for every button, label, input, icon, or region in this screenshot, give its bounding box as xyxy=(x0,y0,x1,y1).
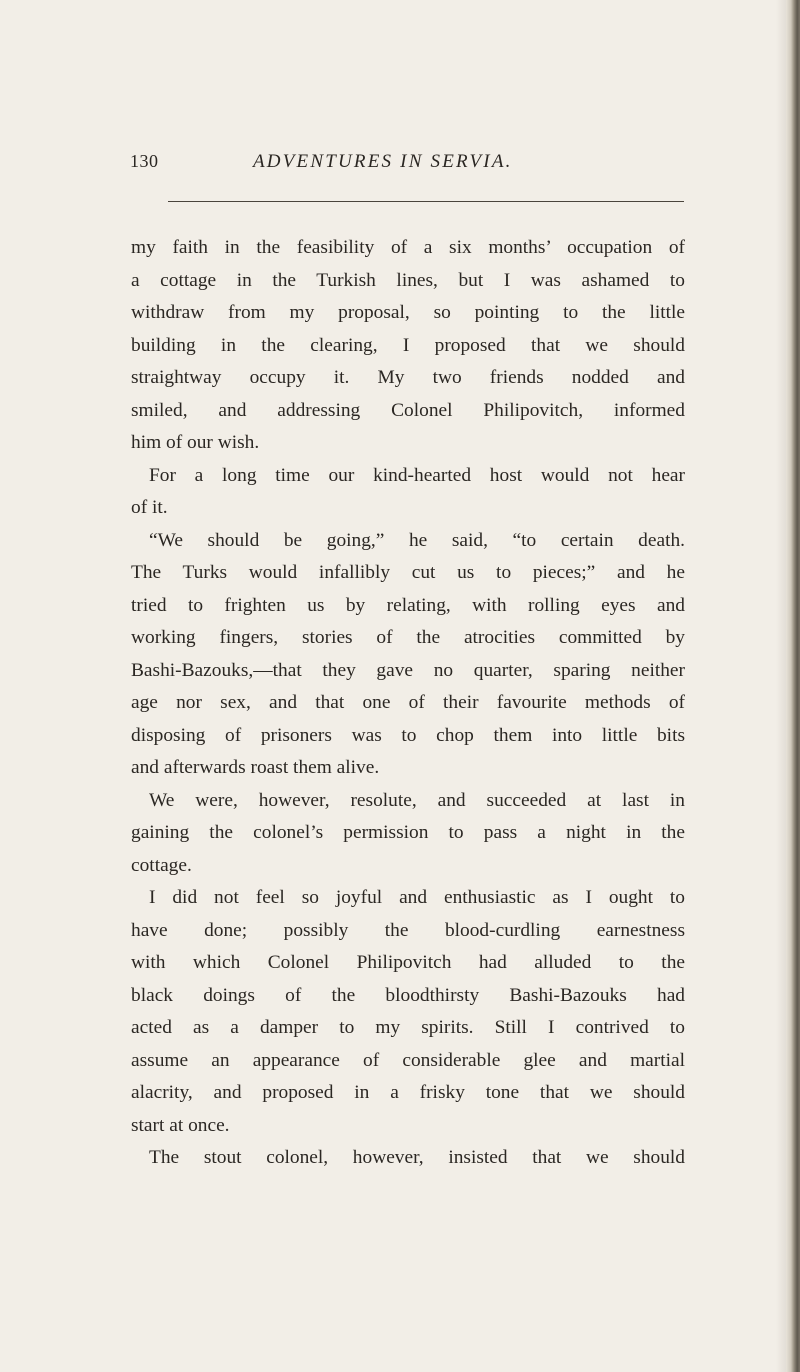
text-line: and afterwards roast them alive. xyxy=(131,757,380,778)
text-line: straightway occupy it. My two friends nodded and xyxy=(131,367,685,388)
page-number: 130 xyxy=(130,151,159,171)
paragraph xyxy=(131,232,685,460)
text-line: disposing of prisoners was to chop them into little bits xyxy=(131,724,685,746)
text-line: We were, however, resolute, and succeeded at last in xyxy=(149,789,685,811)
body-text xyxy=(131,232,685,1175)
header-rule xyxy=(168,201,684,202)
paragraph xyxy=(131,785,685,883)
text-line: The Turks would infallibly cut us to pieces;” and he xyxy=(131,562,685,583)
text-line: cottage. xyxy=(131,854,192,876)
paragraph xyxy=(131,882,685,1142)
text-line: building in the clearing, I proposed that we should xyxy=(131,334,685,356)
text-line: working fingers, stories of the atrocities committed by xyxy=(131,627,685,648)
text-line: a cottage in the Turkish lines, but I was ashamed to xyxy=(131,269,685,291)
text-line: acted as a damper to my spirits. Still I contrived to xyxy=(131,1017,685,1038)
text-line: start at once. xyxy=(131,1114,230,1136)
text-line: assume an appearance of considerable glee and martial xyxy=(131,1049,685,1071)
text-line: him of our wish. xyxy=(131,432,260,453)
text-line: withdraw from my proposal, so pointing to the little xyxy=(131,302,685,323)
text-line: alacrity, and proposed in a frisky tone that we should xyxy=(131,1082,685,1103)
text-line: black doings of the bloodthirsty Bashi-Bazouks had xyxy=(131,984,685,1006)
paragraph xyxy=(131,1142,685,1175)
page-edge xyxy=(786,0,800,1372)
text-line: with which Colonel Philipovitch had alluded to the xyxy=(131,952,685,973)
text-line: of it. xyxy=(131,497,168,518)
text-line: For a long time our kind-hearted host would not hear xyxy=(149,464,685,486)
text-line: my faith in the feasibility of a six months’ occupation of xyxy=(131,237,685,258)
paragraph xyxy=(131,460,685,525)
page-gutter-shadow xyxy=(776,0,786,1372)
text-line: Bashi-Bazouks,—that they gave no quarter, sparing neither xyxy=(131,659,685,681)
text-line: smiled, and addressing Colonel Philipovitch, informed xyxy=(131,399,685,421)
text-line: “We should be going,” he said, “to certain death. xyxy=(149,529,685,551)
text-line: have done; possibly the blood-curdling earnestness xyxy=(131,919,685,941)
text-line: age nor sex, and that one of their favourite methods of xyxy=(131,692,685,713)
running-head: ADVENTURES IN SERVIA. xyxy=(253,151,513,172)
text-line: tried to frighten us by relating, with rolling eyes and xyxy=(131,594,685,616)
paragraph xyxy=(131,525,685,785)
page-header xyxy=(130,151,685,181)
text-line: I did not feel so joyful and enthusiastic as I ought to xyxy=(149,887,685,908)
text-line: gaining the colonel’s permission to pass a night in the xyxy=(131,822,685,843)
text-line: The stout colonel, however, insisted that we should xyxy=(149,1147,685,1168)
